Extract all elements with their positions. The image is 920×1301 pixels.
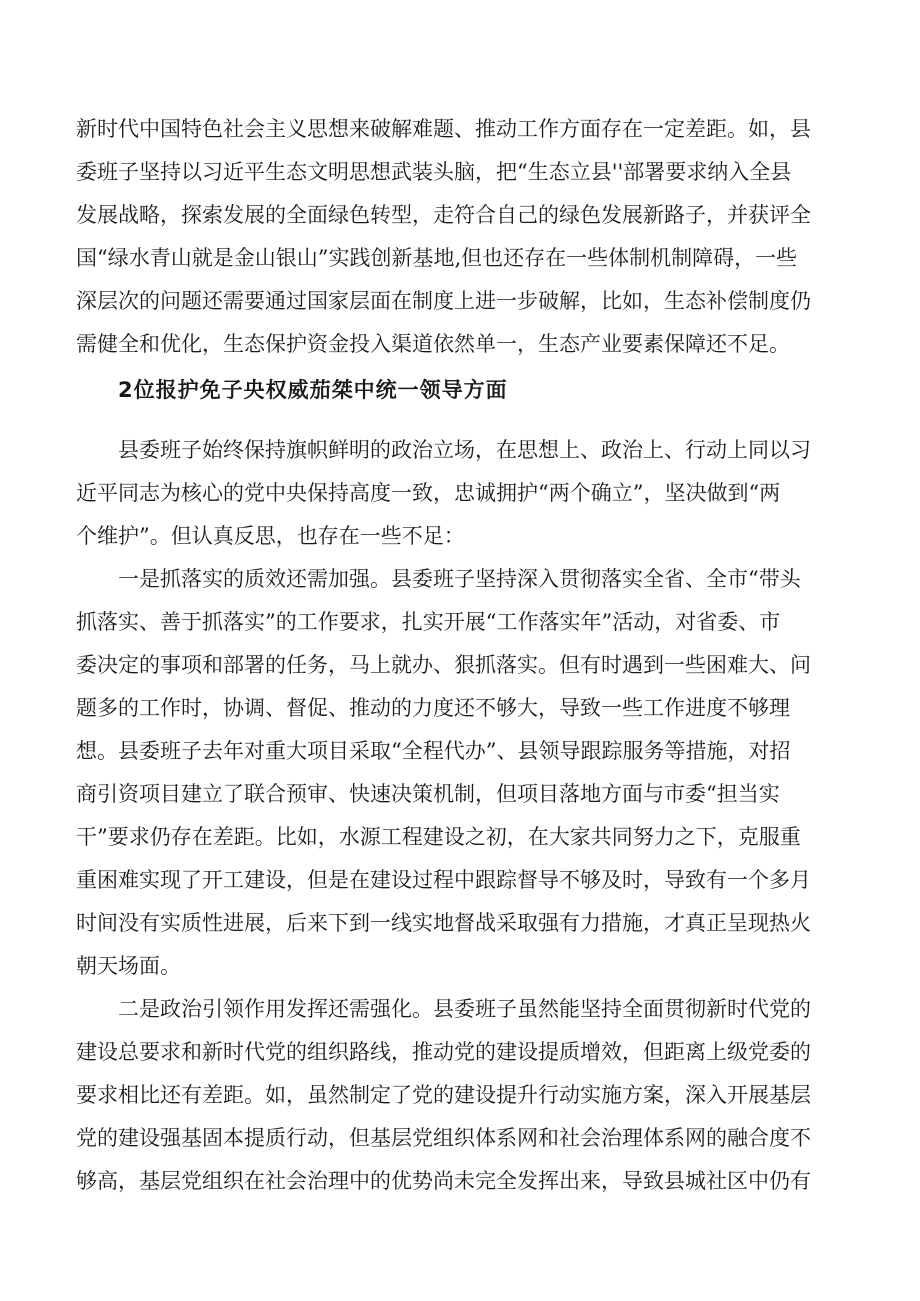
paragraph-3-line-8: 重困难实现了开工建设，但是在建设过程中跟踪督导不够及时，导致有一个多月 (76, 868, 811, 892)
paragraph-1-line-2: 委班子坚持以习近平生态文明思想武装头脑，把“生态立县''部署要求纳入全县 (76, 160, 792, 184)
paragraph-3-line-2: 抓落实、善于抓落实”的工作要求，扎实开展“工作落实年”活动，对省委、市 (76, 610, 781, 634)
paragraph-4-line-4: 党的建设强基固本提质行动，但基层党组织体系网和社会治理体系网的融合度不 (76, 1126, 811, 1150)
paragraph-2-line-1: 县委班子始终保持旗帜鲜明的政治立场，在思想上、政治上、行动上同以习 (118, 438, 811, 462)
paragraph-1-line-5: 深层次的问题还需要通过国家层面在制度上进一步破解，比如，生态补偿制度仍 (76, 289, 811, 313)
paragraph-1-line-1: 新时代中国特色社会主义思想来破解难题、推动工作方面存在一定差距。如，县 (76, 117, 811, 141)
paragraph-3-line-6: 商引资项目建立了联合预审、快速决策机制，但项目落地方面与市委“担当实 (76, 782, 780, 806)
section-heading: 2位报护免子央权威茄桀中统一领导方面 (118, 378, 508, 402)
paragraph-2-line-2: 近平同志为核心的党中央保持高度一致，忠诚拥护“两个确立”，坚决做到“两 (76, 481, 781, 505)
paragraph-1-line-3: 发展战略，探索发展的全面绿色转型，走符合自己的绿色发展新路子，并获评全 (76, 203, 811, 227)
paragraph-2-line-3: 个维护”。但认真反思，也存在一些不足： (76, 524, 465, 548)
paragraph-3-line-1: 一是抓落实的质效还需加强。县委班子坚持深入贯彻落实全省、全市“带头 (118, 567, 801, 591)
paragraph-4-line-1: 二是政治引领作用发挥还需强化。县委班子虽然能坚持全面贯彻新时代党的 (118, 997, 811, 1021)
paragraph-3-line-5: 想。县委班子去年对重大项目采取“全程代办”、县领导跟踪服务等措施，对招 (76, 739, 791, 763)
paragraph-4-line-5: 够高，基层党组织在社会治理中的优势尚未完全发挥出来，导致县城社区中仍有 (76, 1169, 811, 1193)
paragraph-3-line-7: 干”要求仍存在差距。比如，水源工程建设之初，在大家共同努力之下，克服重 (76, 825, 801, 849)
paragraph-3-line-4: 题多的工作时，协调、督促、推动的力度还不够大，导致一些工作进度不够理 (76, 696, 790, 720)
paragraph-3-line-10: 朝天场面。 (76, 954, 181, 978)
paragraph-1-line-6: 需健全和优化，生态保护资金投入渠道依然单一，生态产业要素保障还不足。 (76, 332, 790, 356)
paragraph-4-line-2: 建设总要求和新时代党的组织路线，推动党的建设提质增效，但距离上级党委的 (76, 1040, 811, 1064)
paragraph-4-line-3: 要求相比还有差距。如，虽然制定了党的建设提升行动实施方案，深入开展基层 (76, 1083, 811, 1107)
paragraph-3-line-9: 时间没有实质性进展，后来下到一线实地督战采取强有力措施，才真正呈现热火 (76, 911, 811, 935)
paragraph-3-line-3: 委决定的事项和部署的任务，马上就办、狠抓落实。但有时遇到一些困难大、问 (76, 653, 811, 677)
paragraph-1-line-4: 国“绿水青山就是金山银山”实践创新基地,但也还存在一些体制机制障碍，一些 (76, 246, 798, 270)
